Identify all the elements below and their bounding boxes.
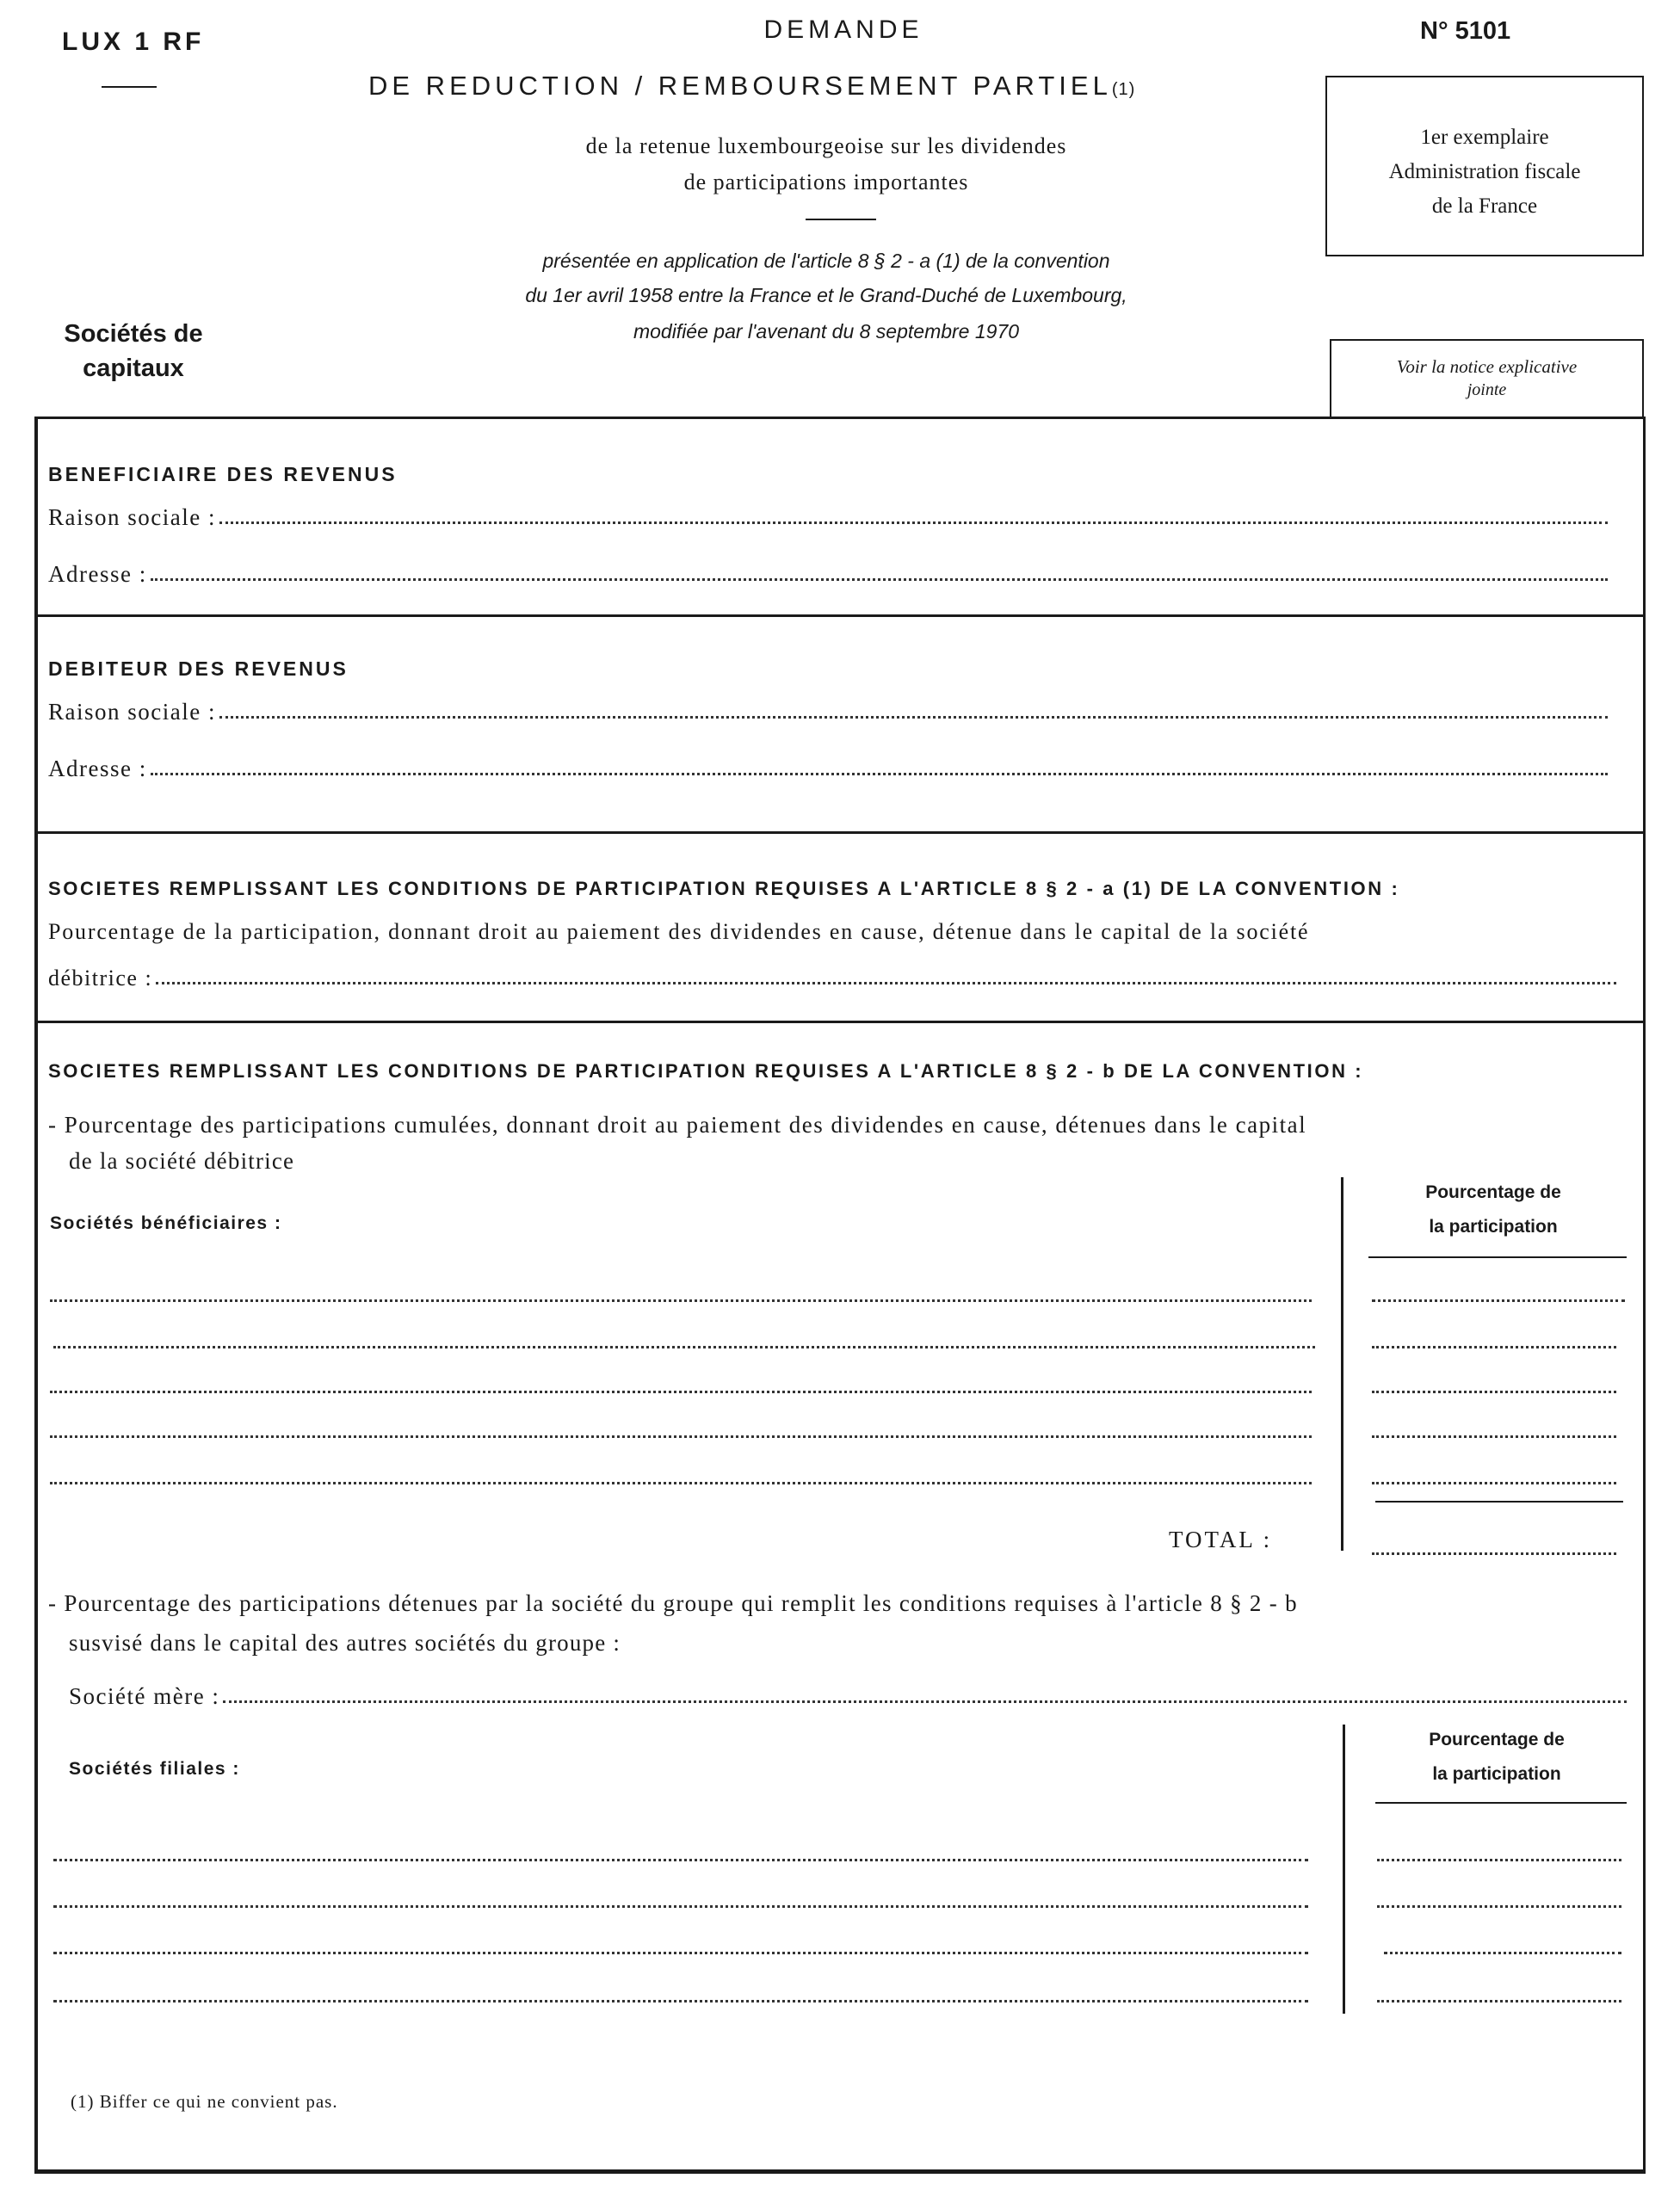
beneficiaire-title: BENEFICIAIRE DES REVENUS <box>48 463 398 485</box>
category-line2: capitaux <box>83 355 184 382</box>
beneficiaire-adresse-field[interactable] <box>151 578 1608 581</box>
pct-row-3[interactable] <box>1372 1391 1616 1393</box>
divider-1 <box>34 614 1646 617</box>
footnote: (1) Biffer ce qui ne convient pas. <box>71 2091 338 2112</box>
form-code-underline <box>102 86 157 88</box>
filiale-row-2[interactable] <box>53 1905 1308 1908</box>
copy-box-line1: 1er exemplaire <box>1420 126 1549 149</box>
pct-row-1[interactable] <box>1372 1299 1625 1302</box>
section-b-bullet1-line1: - Pourcentage des participations cumulées, donnant droit au paiement des dividendes en cause, détenues dans le capital <box>48 1112 1307 1138</box>
copy-box-line3: de la France <box>1431 194 1538 218</box>
filiale-row-4[interactable] <box>53 2000 1308 2002</box>
section-a-debitrice-label: débitrice : <box>48 966 153 990</box>
title-line2 <box>368 71 1135 102</box>
filiale-row-3[interactable] <box>53 1952 1308 1954</box>
beneficiaire-row-2[interactable] <box>53 1346 1315 1348</box>
title-text: DE REDUCTION / REMBOURSEMENT PARTIEL <box>368 71 1112 101</box>
filiales-label: Sociétés filiales : <box>69 1759 240 1779</box>
pct-header-underline <box>1368 1256 1627 1258</box>
section-a-title: SOCIETES REMPLISSANT LES CONDITIONS DE PARTICIPATION REQUISES A L'ARTICLE 8 § 2 - a (1) DE LA CONVENTION : <box>48 878 1400 899</box>
form-number: N° 5101 <box>1420 17 1511 45</box>
pct-column-divider-2 <box>1343 1725 1345 2014</box>
legal-line3: modifiée par l'avenant du 8 septembre 1970 <box>633 320 1020 342</box>
legal-line1: présentée en application de l'article 8 § 2 - a (1) de la convention <box>542 250 1110 272</box>
debiteur-adresse-field[interactable] <box>151 773 1608 775</box>
total-label: TOTAL : <box>1169 1527 1273 1552</box>
subtitle-line1: de la retenue luxembourgeoise sur les dividendes <box>585 133 1067 158</box>
beneficiaire-row-5[interactable] <box>50 1482 1312 1484</box>
pct2-row-1[interactable] <box>1377 1859 1621 1861</box>
subtitle-line2: de participations importantes <box>683 170 969 194</box>
beneficiaire-raison-field[interactable] <box>219 521 1608 524</box>
societe-mere-field[interactable] <box>223 1700 1627 1703</box>
title-line1: DEMANDE <box>763 15 923 44</box>
pct-row-2[interactable] <box>1372 1346 1616 1348</box>
divider-2 <box>34 831 1646 834</box>
notice-line1: Voir la notice explicative <box>1396 356 1578 377</box>
section-a-debitrice-field[interactable] <box>156 982 1616 984</box>
pct-total-field[interactable] <box>1372 1552 1616 1555</box>
debiteur-raison-field[interactable] <box>219 716 1608 719</box>
section-b-bullet1-line2: de la société débitrice <box>69 1148 295 1174</box>
notice-line2: jointe <box>1467 380 1507 399</box>
debiteur-adresse-row[interactable] <box>48 756 1608 782</box>
section-a-debitrice-row[interactable] <box>48 966 1616 991</box>
societe-mere-row[interactable] <box>69 1683 1627 1710</box>
section-b-title: SOCIETES REMPLISSANT LES CONDITIONS DE PARTICIPATION REQUISES A L'ARTICLE 8 § 2 - b DE LA CONVENTION : <box>48 1060 1364 1082</box>
beneficiaires-label: Sociétés bénéficiaires : <box>50 1213 282 1233</box>
pct2-row-3[interactable] <box>1384 1952 1621 1954</box>
copy-box-line2: Administration fiscale <box>1388 160 1581 183</box>
pct-row-5[interactable] <box>1372 1482 1616 1484</box>
debiteur-title: DEBITEUR DES REVENUS <box>48 657 349 680</box>
beneficiaire-row-1[interactable] <box>50 1299 1312 1302</box>
beneficiaire-adresse-row[interactable] <box>48 561 1608 588</box>
beneficiaire-raison-row[interactable] <box>48 504 1608 531</box>
notice-box <box>1330 339 1644 417</box>
debiteur-raison-label: Raison sociale : <box>48 699 216 725</box>
section-b-bullet2-line2: susvisé dans le capital des autres sociétés du groupe : <box>69 1630 621 1656</box>
beneficiaire-row-3[interactable] <box>50 1391 1312 1393</box>
pct-row-4[interactable] <box>1372 1435 1616 1438</box>
subtitle-divider <box>806 219 876 220</box>
pct2-row-2[interactable] <box>1377 1905 1621 1908</box>
category-line1: Sociétés de <box>64 320 203 348</box>
societe-mere-label: Société mère : <box>69 1683 220 1709</box>
section-b-bullet2-line1: - Pourcentage des participations détenues par la société du groupe qui remplit les conditions requises à l'article 8 § 2 - b <box>48 1590 1298 1616</box>
pct2-header-line1: Pourcentage de <box>1429 1730 1565 1749</box>
section-a-text-line1: Pourcentage de la participation, donnant droit au paiement des dividendes en cause, détenue dans le capital de la société <box>48 919 1310 944</box>
title-footnote-ref: (1) <box>1111 80 1136 99</box>
divider-3 <box>34 1021 1646 1023</box>
pct2-header-line2: la participation <box>1432 1764 1561 1784</box>
beneficiaire-row-4[interactable] <box>50 1435 1312 1438</box>
copy-box <box>1325 76 1644 256</box>
debiteur-raison-row[interactable] <box>48 699 1608 725</box>
pct-total-rule <box>1375 1501 1623 1503</box>
legal-line2: du 1er avril 1958 entre la France et le Grand-Duché de Luxembourg, <box>525 284 1127 306</box>
beneficiaire-raison-label: Raison sociale : <box>48 504 216 530</box>
form-code: LUX 1 RF <box>62 28 205 56</box>
pct2-row-4[interactable] <box>1377 2000 1621 2002</box>
beneficiaire-adresse-label: Adresse : <box>48 561 147 587</box>
debiteur-adresse-label: Adresse : <box>48 756 147 781</box>
pct-column-divider-1 <box>1341 1177 1343 1551</box>
pct-header-line1: Pourcentage de <box>1425 1182 1561 1202</box>
pct2-header-underline <box>1375 1802 1627 1804</box>
pct-header-line2: la participation <box>1429 1217 1558 1237</box>
filiale-row-1[interactable] <box>53 1859 1308 1861</box>
